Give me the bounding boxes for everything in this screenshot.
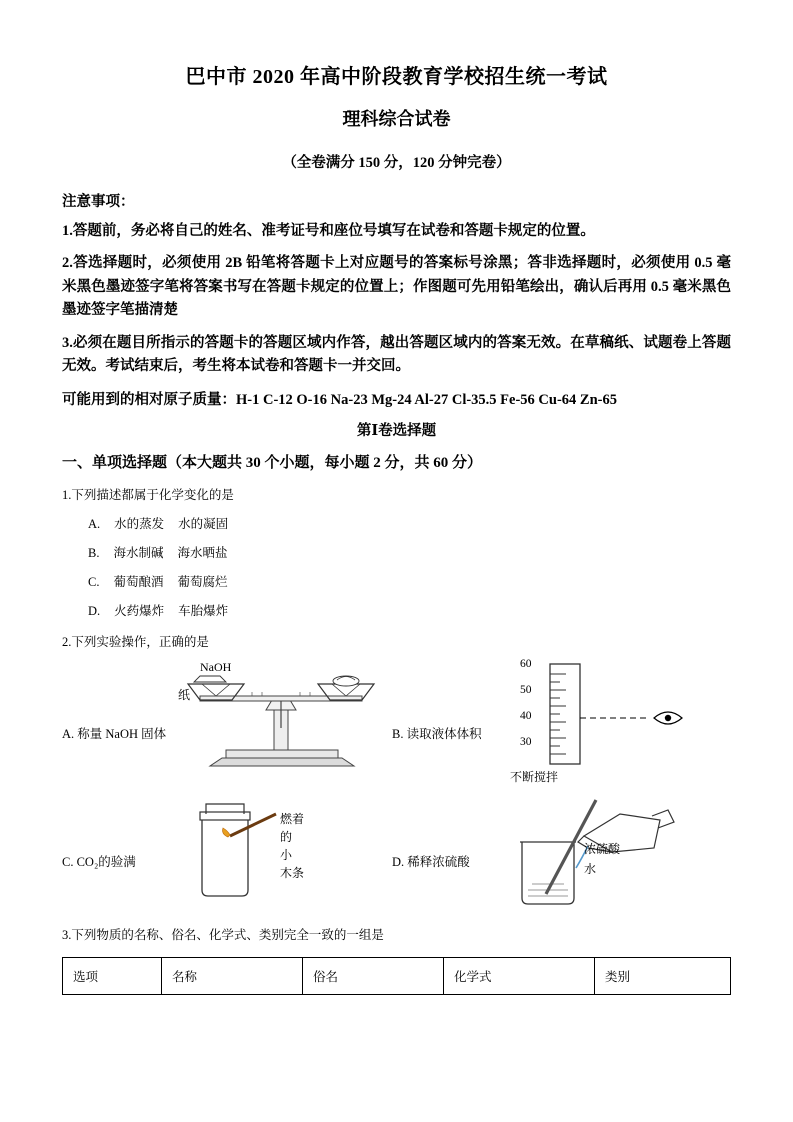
relative-atomic-mass-line: 可能用到的相对原子质量：H-1 C-12 O-16 Na-23 Mg-24 Al-27 Cl-35.5 Fe-56 Cu-64 Zn-65 bbox=[62, 391, 617, 408]
table-header-cell-formula: 化学式 bbox=[444, 957, 595, 994]
table-header-row bbox=[63, 957, 731, 994]
figure-d-water-label: 水 bbox=[584, 861, 597, 876]
option-text-1: 葡萄酿酒 bbox=[113, 574, 164, 589]
option-text-2: 水的凝固 bbox=[178, 516, 229, 531]
question-3-stem: 3.下列物质的名称、俗名、化学式、类别完全一致的一组是 bbox=[62, 927, 384, 942]
table-header-cell-name: 名称 bbox=[162, 957, 303, 994]
notice-item-1: 1.答题前，务必将自己的姓名、准考证号和座位号填写在试卷和答题卡规定的位置。 bbox=[62, 223, 595, 239]
notice-item-2: 2.答选择题时，必须使用 2B 铅笔将答题卡上对应题号的答案标号涂黑；答非选择题时，必须使用 0.5 毫米黑色墨迹签字笔将答案书写在答题卡规定的位置上；作图题可先用铅笔绘出，确认后再用 0.5 毫米黑色墨迹签字笔描清楚 bbox=[62, 255, 731, 319]
figure-b-tick-40: 40 bbox=[520, 709, 532, 722]
option-tag: B. bbox=[88, 545, 100, 560]
page-title: 巴中市 2020 年高中阶段教育学校招生统一考试 bbox=[185, 66, 608, 88]
gas-jar-splint-icon bbox=[172, 792, 322, 904]
table-header-cell-option: 选项 bbox=[63, 957, 162, 994]
option-text-2: 葡萄腐烂 bbox=[177, 574, 228, 589]
figure-b-tick-50: 50 bbox=[520, 683, 532, 696]
option-tag: A. bbox=[88, 516, 101, 531]
figure-c-text-line-1: 燃着 bbox=[280, 811, 305, 826]
option-text-1: 火药爆炸 bbox=[114, 603, 165, 618]
paper-subtitle: 理科综合试卷 bbox=[342, 109, 451, 129]
figure-b-tick-60: 60 bbox=[520, 657, 532, 670]
option-text-2: 海水晒盐 bbox=[177, 545, 228, 560]
figure-a-weigh-naoh bbox=[62, 659, 382, 782]
option-text-2: 车胎爆炸 bbox=[178, 603, 229, 618]
figure-a-naoh-text: NaOH bbox=[200, 659, 232, 674]
figure-d-label: D. 稀释浓硫酸 bbox=[392, 854, 470, 869]
option-tag: C. bbox=[88, 574, 100, 589]
figure-c-label: C. CO₂的验满 bbox=[62, 854, 136, 869]
figure-a-paper-text: 纸 bbox=[178, 687, 191, 702]
figure-c-text-line-3: 小 bbox=[280, 847, 293, 862]
question-2-stem: 2.下列实验操作，正确的是 bbox=[62, 634, 209, 649]
section-single-choice-heading: 一、单项选择题（本大题共 30 个小题，每小题 2 分，共 60 分） bbox=[62, 454, 483, 471]
figure-b-tick-30: 30 bbox=[520, 735, 532, 748]
option-text-1: 水的蒸发 bbox=[114, 516, 165, 531]
figure-a-label: A. 称量 NaOH 固体 bbox=[62, 726, 167, 741]
question-3-table bbox=[62, 957, 731, 995]
figure-c-text-line-2: 的 bbox=[280, 829, 293, 844]
figure-d-acid-label: 浓硫酸 bbox=[584, 841, 621, 856]
section-juan-1-heading: 第Ⅰ卷选择题 bbox=[356, 422, 437, 439]
option-text-1: 海水制碱 bbox=[113, 545, 164, 560]
question-1-stem: 1.下列描述都属于化学变化的是 bbox=[62, 487, 234, 502]
paper-score-note: （全卷满分 150 分，120 分钟完卷） bbox=[282, 155, 511, 171]
question-1-option-a bbox=[88, 514, 731, 532]
graduated-cylinder-eye-icon bbox=[522, 658, 732, 778]
question-1-option-c bbox=[88, 572, 731, 590]
table-header-cell-category: 类别 bbox=[595, 957, 731, 994]
question-1-option-b bbox=[88, 543, 731, 561]
table-header-cell-common-name: 俗名 bbox=[303, 957, 444, 994]
figure-c-co2-test bbox=[62, 790, 382, 912]
figure-b-label: B. 读取液体体积 bbox=[392, 726, 482, 741]
figure-b-read-volume bbox=[392, 657, 722, 782]
balance-icon bbox=[182, 670, 382, 780]
option-tag: D. bbox=[88, 603, 101, 618]
figure-d-stir-text: 不断搅拌 bbox=[510, 769, 559, 784]
question-1-option-d bbox=[88, 601, 731, 619]
notice-item-3: 3.必须在题目所指示的答题卡的答题区域内作答，越出答题区域内的答案无效。在草稿纸、试题卷上答题无效。考试结束后，考生将本试卷和答题卡一并交回。 bbox=[62, 334, 731, 375]
notice-heading: 注意事项： bbox=[62, 194, 135, 210]
figure-d-dilute-acid bbox=[392, 769, 722, 912]
figure-c-text-line-4: 木条 bbox=[280, 865, 305, 880]
question-2-figures bbox=[62, 657, 731, 912]
